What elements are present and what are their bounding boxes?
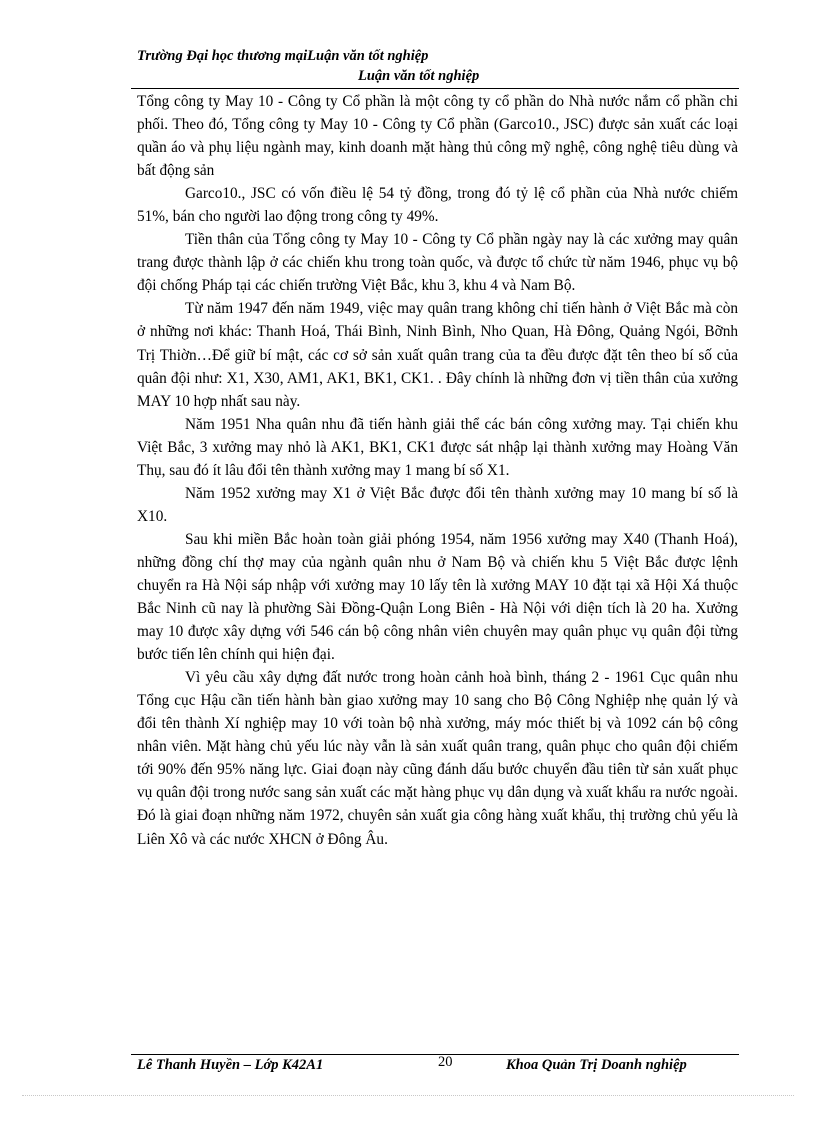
header-school-title: Trường Đại học thương mạiLuận văn tốt nghiệp [137, 48, 429, 64]
paragraph-8: Vì yêu cầu xây dựng đất nước trong hoàn cảnh hoà bình, tháng 2 - 1961 Cục quân nhu Tổng cục Hậu cần tiến hành bàn giao xưởng may 10 sang cho Bộ Công Nghiệp nhẹ quản lý và đổi tên thành Xí nghiệp may 10 với toàn bộ nhà xưởng, máy móc thiết bị và 1092 cán bộ công nhân viên. Mặt hàng chủ yếu lúc này vẫn là sản xuất quân trang, quân phục cho quân đội chiếm tới 90% đến 95% năng lực. Giai đoạn này cũng đánh dấu bước chuyển đầu tiên từ sản xuất phục vụ quân đội trong nước sang sản xuất các mặt hàng phục vụ dân dụng và xuất khẩu ra nước ngoài. Đó là giai đoạn những năm 1972, chuyên sản xuất gia công hàng xuất khẩu, thị trường chủ yếu là Liên Xô và các nước XHCN ở Đông Âu. [137, 669, 738, 848]
footer-department: Khoa Quản Trị Doanh nghiệp [506, 1057, 687, 1073]
header-thesis-title: Luận văn tốt nghiệp [358, 68, 480, 84]
paragraph-6: Năm 1952 xưởng may X1 ở Việt Bắc được đổi tên thành xưởng may 10 mang bí số là X10. [137, 484, 738, 525]
paragraph-1: Tổng công ty May 10 - Công ty Cổ phần là một công ty cổ phần do Nhà nước nắm cổ phần chi phối. Theo đó, Tổng công ty May 10 - Công ty Cổ phần (Garco10., JSC) được sản xuất các loại quần áo và phụ liệu ngành may, kinh doanh mặt hàng thủ công mỹ nghệ, công nghệ tiêu dùng và bất động sản [137, 93, 738, 180]
footer-author: Lê Thanh Huyền – Lớp K42A1 [137, 1057, 324, 1073]
header-divider [131, 88, 739, 89]
paragraph-2: Garco10., JSC có vốn điều lệ 54 tỷ đồng, trong đó tỷ lệ cổ phần của Nhà nước chiếm 51%, bán cho người lao động trong công ty 49%. [137, 185, 738, 226]
paragraph-5: Năm 1951 Nha quân nhu đã tiến hành giải thể các bán công xưởng may. Tại chiến khu Việt Bắc, 3 xưởng may nhỏ là AK1, BK1, CK1 được sát nhập lại thành xưởng may Hoàng Văn Thụ, sau đó ít lâu đổi tên thành xưởng may 1 mang bí số X1. [137, 415, 738, 479]
paragraph-7: Sau khi miền Bắc hoàn toàn giải phóng 1954, năm 1956 xưởng may X40 (Thanh Hoá), những đồng chí thợ may của ngành quân nhu ở Nam Bộ và chiến khu 5 Việt Bắc được lệnh chuyển ra Hà Nội sáp nhập với xưởng may 10 lấy tên là xưởng MAY 10 đặt tại xã Hội Xá thuộc Bắc Ninh cũ nay là phường Sài Đồng-Quận Long Biên - Hà Nội với diện tích là 20 ha. Xưởng may 10 được xây dựng với 546 cán bộ công nhân viên chuyên may quân phục vụ quân đội từng bước tiến lên chính qui hiện đại. [137, 530, 738, 664]
page-boundary [22, 1095, 794, 1096]
paragraph-3: Tiền thân của Tổng công ty May 10 - Công ty Cổ phần ngày nay là các xưởng may quân trang được thành lập ở các chiến khu trong toàn quốc, và được tổ chức từ năm 1946, phục vụ bộ đội chống Pháp tại các chiến trường Việt Bắc, khu 3, khu 4 và Nam Bộ. [137, 231, 738, 295]
footer-divider [131, 1054, 739, 1055]
page-number: 20 [438, 1054, 453, 1070]
paragraph-4: Từ năm 1947 đến năm 1949, việc may quân trang không chỉ tiến hành ở Việt Bắc mà còn ở những nơi khác: Thanh Hoá, Thái Bình, Ninh Bình, Nho Quan, Hà Đông, Quảng Ngói, Bỡnh Trị Thiờn…Để giữ bí mật, các cơ sở sản xuất quân trang của ta đều được đặt tên theo bí số của quân đội như: X1, X30, AM1, AK1, BK1, CK1. . Đây chính là những đơn vị tiền thân của xưởng MAY 10 hợp nhất sau này. [137, 300, 738, 410]
document-body [137, 90, 738, 851]
